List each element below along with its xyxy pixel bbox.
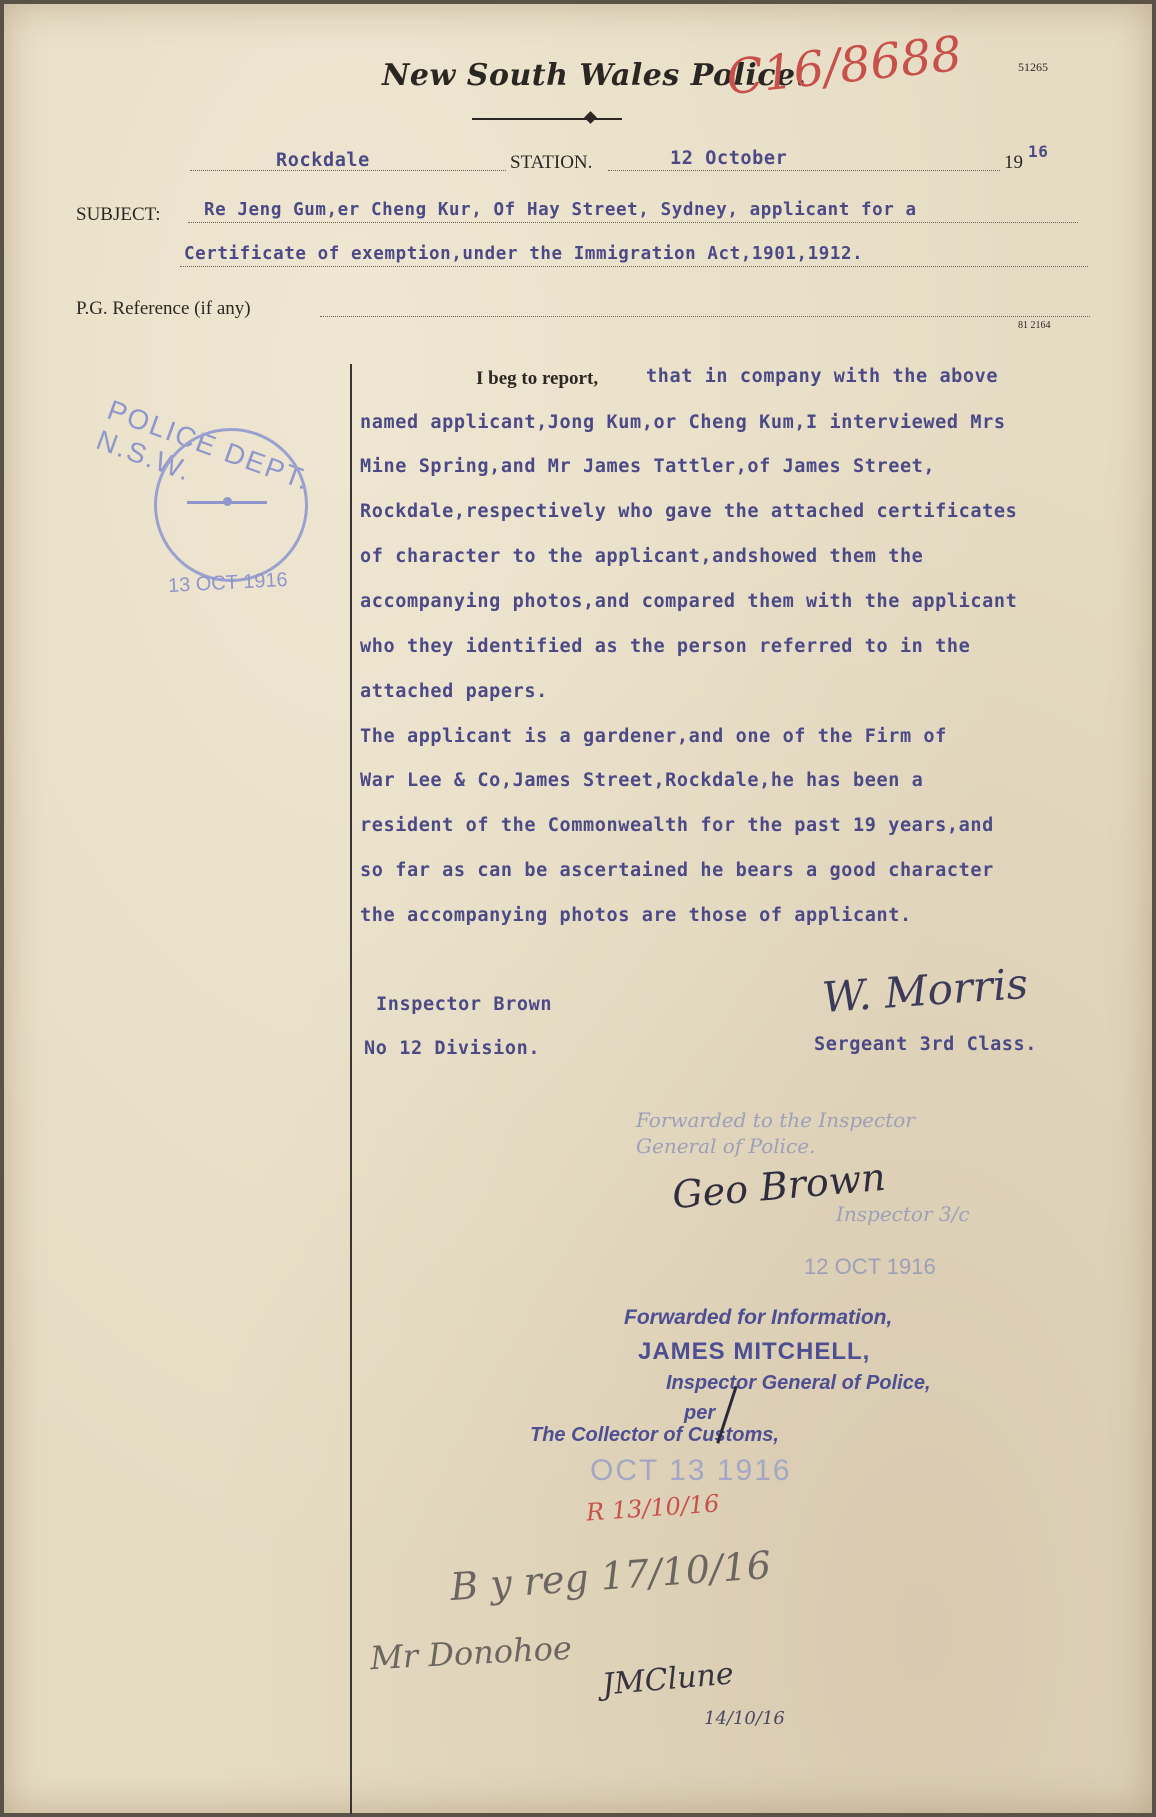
forwarded-ig-line-2: General of Police. [636, 1134, 816, 1158]
ink-signature-mcclune: JMClune [600, 1656, 735, 1703]
station-label: STATION. [510, 152, 593, 173]
clock-center [223, 497, 232, 506]
title-ornament-diamond [584, 111, 597, 124]
mitchell-stamp-line-5: The Collector of Customs, [530, 1424, 779, 1446]
sergeant-rank: Sergeant 3rd Class. [814, 1034, 1038, 1055]
ink-signature-date: 14/10/16 [704, 1708, 785, 1729]
handwritten-file-reference: C16/8688 [723, 25, 965, 107]
red-ink-initials: R 13/10/16 [585, 1489, 721, 1527]
report-line-5: of character to the applicant,andshowed them the [360, 546, 924, 567]
mitchell-stamp-line-3: Inspector General of Police, [666, 1372, 931, 1394]
report-line-6: accompanying photos,and compared them with the applicant [360, 591, 1018, 612]
report-line-1: that in company with the above [646, 366, 999, 387]
clock-icon [154, 428, 308, 582]
report-line-2: named applicant,Jong Kum,or Cheng Kum,I interviewed Mrs [360, 412, 1006, 433]
received-stamp-date: 13 OCT 1916 [167, 568, 289, 598]
report-line-7: who they identified as the person referred to in the [360, 636, 971, 657]
margin-rule [350, 364, 352, 1814]
report-line-10: War Lee & Co,James Street,Rockdale,he has been a [360, 770, 924, 791]
year-suffix: 16 [1028, 142, 1049, 161]
forwarded-ig-date: 12 OCT 1916 [804, 1254, 936, 1279]
subject-line-1: Re Jeng Gum,er Cheng Kur, Of Hay Street, Sydney, applicant for a [204, 200, 917, 220]
report-date: 12 October [670, 148, 788, 169]
sergeant-signature: W. Morris [820, 958, 1030, 1023]
pg-reference-label: P.G. Reference (if any) [76, 298, 251, 319]
addressee-name: Inspector Brown [376, 994, 553, 1015]
mitchell-per-signature [716, 1386, 794, 1463]
date-dotline [608, 170, 1000, 171]
report-line-3: Mine Spring,and Mr James Tattler,of James Street, [360, 456, 936, 477]
inspector-role: Inspector 3/c [836, 1202, 970, 1226]
forwarded-ig-line-1: Forwarded to the Inspector [636, 1108, 915, 1132]
mitchell-stamp-line-2: JAMES MITCHELL, [638, 1338, 871, 1365]
inspector-brown-signature: Geo Brown [670, 1154, 888, 1218]
received-stamp-arc-text: POLICE DEPT. N.S.W. [92, 394, 315, 497]
pencil-recipient-name: Mr Donohoe [369, 1628, 573, 1678]
pencil-registration-note: B y reg 17/10/16 [448, 1542, 773, 1610]
report-line-12: so far as can be ascertained he bears a good character [360, 860, 994, 881]
clock-hand-hour [227, 501, 267, 504]
form-number: 51265 [1018, 60, 1048, 74]
year-prefix: 19 [1004, 152, 1023, 173]
document-page [4, 4, 1152, 1813]
report-line-11: resident of the Commonwealth for the past 19 years,and [360, 815, 994, 836]
form-code: 81 2164 [1018, 320, 1051, 331]
customs-received-date: OCT 13 1916 [590, 1454, 792, 1487]
title-ornament-rule [472, 118, 622, 120]
report-line-4: Rockdale,respectively who gave the attached certificates [360, 501, 1018, 522]
report-line-9: The applicant is a gardener,and one of the Firm of [360, 726, 947, 747]
report-opening: I beg to report, [476, 368, 599, 389]
station-name: Rockdale [276, 150, 370, 171]
document-title: New South Wales Police. [382, 58, 807, 93]
subject-line-2: Certificate of exemption,under the Immigration Act,1901,1912. [184, 244, 864, 264]
pg-reference-dotline [320, 316, 1090, 317]
mitchell-stamp-line-4: per [684, 1402, 716, 1424]
mitchell-stamp-line-1: Forwarded for Information, [624, 1306, 893, 1329]
subject-dotline-1 [188, 222, 1078, 223]
subject-dotline-2 [180, 266, 1088, 267]
report-line-13: the accompanying photos are those of applicant. [360, 905, 912, 926]
report-line-8: attached papers. [360, 681, 548, 702]
addressee-division: No 12 Division. [364, 1038, 541, 1059]
subject-label: SUBJECT: [76, 204, 161, 225]
received-stamp [84, 384, 334, 604]
